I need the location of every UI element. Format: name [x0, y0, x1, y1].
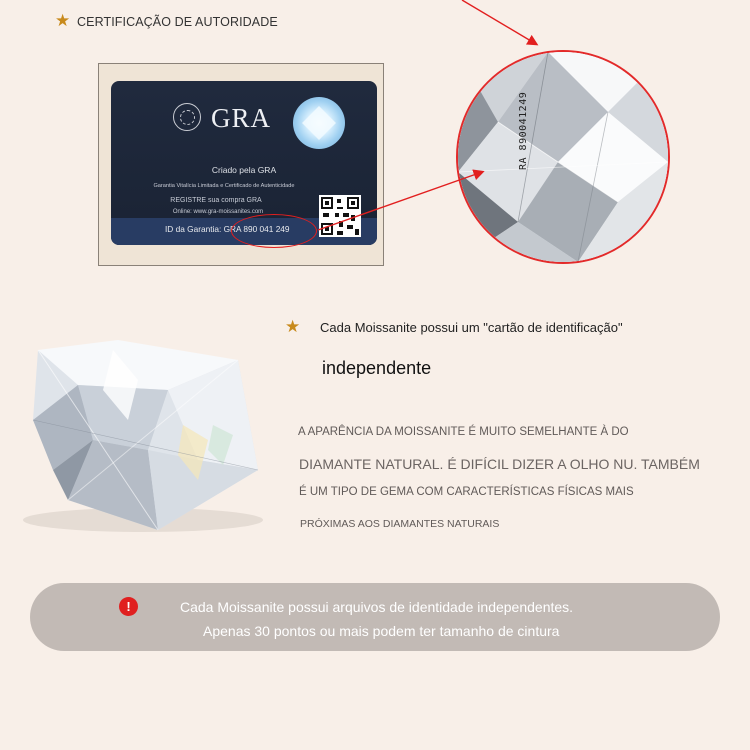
card-register-text: REGISTRE sua compra GRA: [170, 197, 262, 204]
qr-code-icon: [319, 195, 361, 237]
laser-inscription: RA 890041249: [518, 91, 529, 170]
notice-banner: [30, 583, 720, 651]
star-icon: ★: [285, 317, 301, 336]
notice-text: Apenas 30 pontos ou mais podem ter tamanho de cintura: [203, 623, 560, 639]
diamond-image: [8, 330, 268, 535]
description-line: PRÓXIMAS AOS DIAMANTES NATURAIS: [300, 518, 500, 530]
card-created-by: Criado pela GRA: [211, 165, 277, 175]
gra-seal-icon: [173, 103, 201, 131]
warranty-id-highlight-circle: [231, 214, 317, 248]
exclamation-circle-icon: !: [119, 597, 138, 616]
description-line: A APARÊNCIA DA MOISSANITE É MUITO SEMELHANTE À DO: [298, 426, 629, 438]
notice-text: Cada Moissanite possui arquivos de identidade independentes.: [180, 599, 574, 615]
warranty-card-photo: [98, 63, 384, 266]
identity-card-text: Cada Moissanite possui um "cartão de identificação": [320, 320, 623, 335]
gem-facet: [302, 106, 336, 140]
description-line: DIAMANTE NATURAL. É DIFÍCIL DIZER A OLHO NU. TAMBÉM: [299, 456, 700, 472]
magnified-inscription-view: [456, 50, 670, 264]
description-line: É UM TIPO DE GEMA COM CARACTERÍSTICAS FÍSICAS MAIS: [299, 486, 634, 498]
card-warranty-text: Garantia Vitalícia Limitada e Certificado de Autenticidade: [153, 183, 295, 189]
card-online-text: Online: www.gra-moissanites.com: [172, 209, 264, 215]
gem-facets-graphic: [458, 52, 668, 262]
certification-heading: CERTIFICAÇÃO DE AUTORIDADE: [77, 15, 278, 29]
gra-logo: GRA: [211, 103, 272, 133]
identity-card-subtitle: independente: [322, 358, 432, 378]
warranty-id: ID da Garantia: GRA 890 041 249: [165, 224, 290, 234]
star-icon: ★: [55, 11, 71, 30]
arrow-to-zoom: [462, 0, 536, 44]
card-gem-icon: [293, 97, 345, 149]
